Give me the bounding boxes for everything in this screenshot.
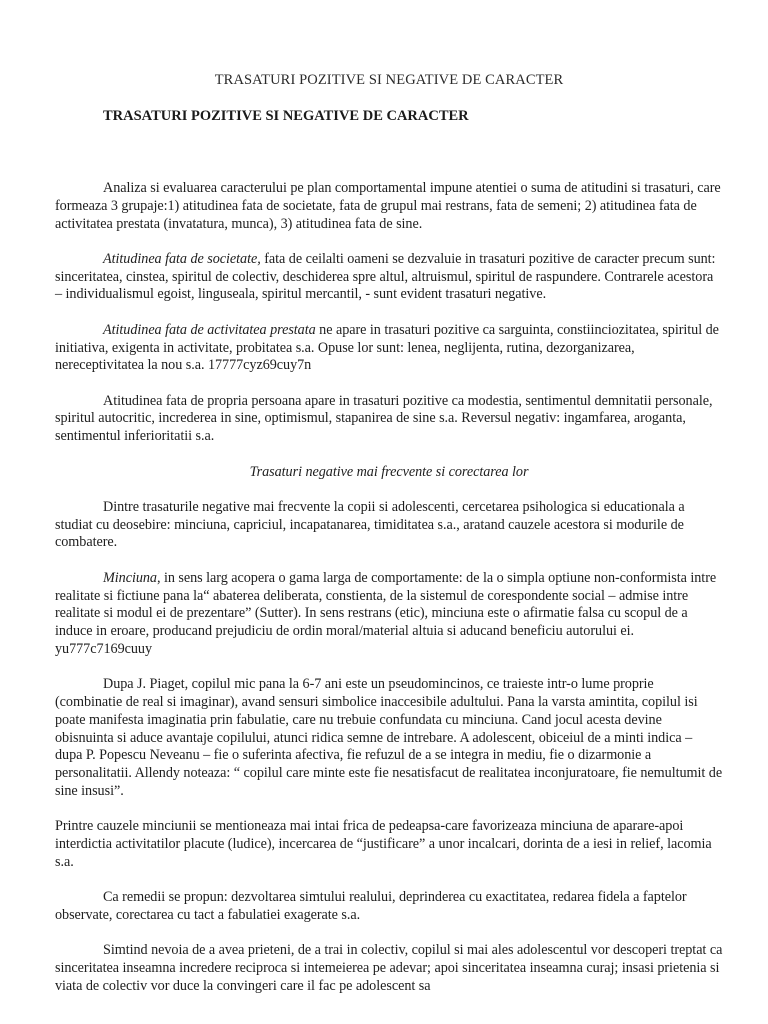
- paragraph-8: Printre cauzele minciunii se mentioneaza mai intai frica de pedeapsa-care favorizeaza minciuna de aparare-apoi interdictia activitatilor placute (ludice), incercarea de “justificare” a unor incalcari, dorinta de a iesi in relief, lacomia s.a.: [55, 818, 712, 870]
- paragraph-1: Analiza si evaluarea caracterului pe plan comportamental impune atentiei o suma de atitudini si trasaturi, care formeaza 3 grupaje:1) atitudinea fata de societate, fata de grupul mai restrans, fata de semeni; 2) atitudinea fata de activitatea prestata (invatatura, munca), 3) atitudinea fata de sine.: [55, 180, 721, 232]
- paragraph-2-text: fata de ceilalti oameni se dezvaluie in trasaturi pozitive de caracter precum sunt: sinceritatea, cinstea, spiritul de colectiv, deschiderea spre altul, altruismul, spiritul de raspundere. Contrarele acestora – individualismul egoist, linguseala, spiritul mercantil, - sunt evident trasaturi negative.: [55, 250, 716, 303]
- document-body: [55, 180, 723, 1013]
- paragraph-7: Dupa J. Piaget, copilul mic pana la 6-7 ani este un pseudomincinos, ce traieste intr-o lume proprie (combinatie de real si imaginar), avand sensuri simbolice inaccesibile adultului. Pana la varsta amintita, copilul isi poate manifesta imaginatia prin fabulatie, care nu trebuie confundata cu minciuna. Cand jocul acesta devine obisnuinta si aduce avantaje copilului, atunci ridica semne de intrebare. A adolescent, obiceiul de a minti indica – dupa P. Popescu Neveanu – fie o suferinta afectiva, fie refuzul de a se integra in mediu, fie o dizarmonie a personalitatii. Allendy noteaza: “ copilul care minte este fie nesatisfacut de realitatea inconjuratoare, fie nemultumit de sine insusi”.: [55, 676, 723, 800]
- document-title: TRASATURI POZITIVE SI NEGATIVE DE CARACTER: [214, 72, 564, 88]
- paragraph-5: Dintre trasaturile negative mai frecvente la copii si adolescenti, cercetarea psihologica si educationala a studiat cu deosebire: minciuna, capriciul, incapatanarea, timiditatea s.a., aratand cauzele acestora si modurile de combatere.: [55, 498, 685, 551]
- paragraph-2-italic: Atitudinea fata de societate,: [103, 250, 261, 267]
- paragraph-3-text: ne apare in trasaturi pozitive ca sarguinta, constiinciozitatea, spiritul de initiativa, exigenta in activitate, probitatea s.a. Opuse lor sunt: lenea, neglijenta, rutina, dezorganizarea, nereceptivitatea la nou s.a. 17777cyz69cuy7n: [55, 321, 719, 374]
- paragraph-2: [55, 251, 723, 304]
- paragraph-10: Simtind nevoia de a avea prieteni, de a trai in colectiv, copilul si mai ales adolescentul vor descoperi treptat ca sinceritatea inseamna incredere reciproca si intemeierea pe adevar; apoi sinceritatea inseamna curaj; insasi prietenia si viata de colectiv vor duce la convingeri care il fac pe adolescent sa: [55, 942, 723, 994]
- paragraph-4: Atitudinea fata de propria persoana apare in trasaturi pozitive ca modestia, sentimentul demnitatii personale, spiritul autocritic, increderea in sine, optimismul, stapanirea de sine s.a. Reversul negativ: ingamfarea, aroganta, sentimentul inferioritatii s.a.: [55, 392, 713, 445]
- paragraph-9: Ca remedii se propun: dezvoltarea simtului realului, deprinderea cu exactitatea, redarea fidela a faptelor observate, corectarea cu tact a fabulatiei exagerate s.a.: [55, 889, 687, 923]
- paragraph-6-text: , in sens larg acopera o gama larga de comportamente: de la o simpla optiune non-conformista intre realitate si fictiune pana la“ abaterea deliberata, constienta, de la sistemul de corespondente social – admise intre realitate si modul ei de prezentare” (Sutter). In sens restrans (etic), minciuna este o afirmatie falsa cu scopul de a induce in eroare, producand prejudiciu de ordin moral/material altuia si aducand beneficiu autorului ei. yu777c7169cuuy: [55, 569, 717, 657]
- section-subheading: Trasaturi negative mai frecvente si corectarea lor: [249, 463, 529, 480]
- paragraph-6: [55, 570, 723, 659]
- paragraph-6-italic: Minciuna: [103, 569, 157, 586]
- paragraph-3-italic: Atitudinea fata de activitatea prestata: [103, 321, 316, 338]
- document-heading: TRASATURI POZITIVE SI NEGATIVE DE CARACTER: [103, 108, 469, 124]
- paragraph-3: [55, 322, 723, 375]
